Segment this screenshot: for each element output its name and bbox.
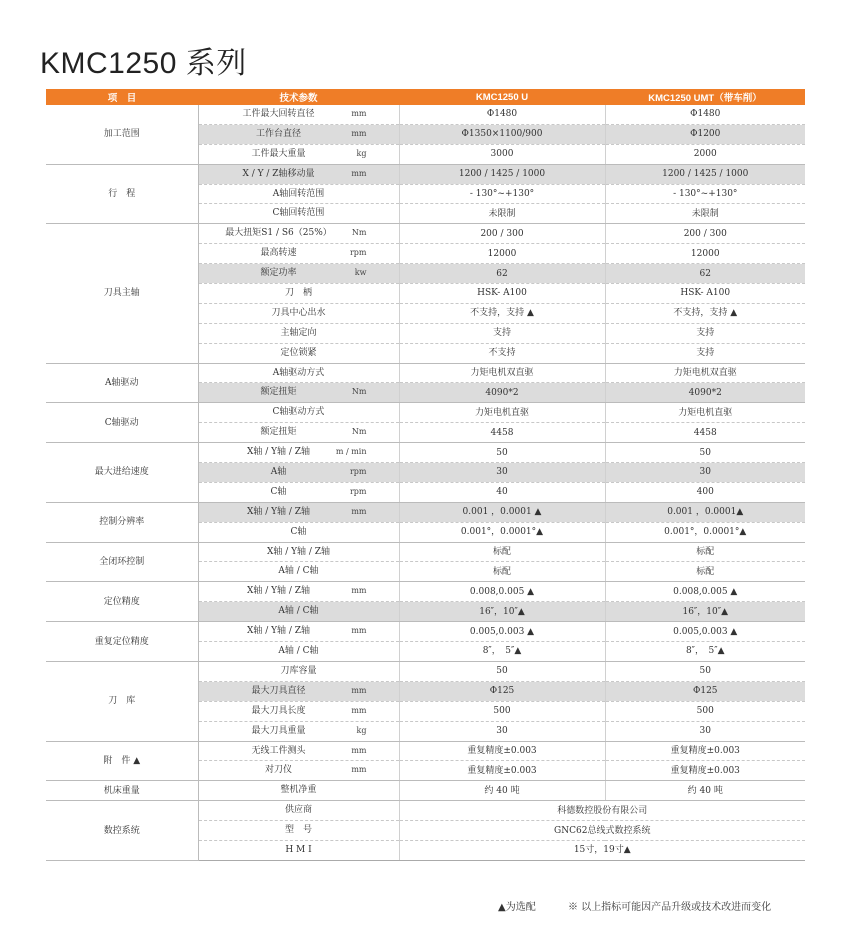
param-unit: rpm bbox=[349, 486, 367, 496]
value-cell-u: 200 / 300 bbox=[399, 224, 605, 244]
param-cell bbox=[198, 622, 399, 642]
param-unit: rpm bbox=[349, 467, 367, 477]
param-name: X轴 / Y轴 / Z轴 bbox=[246, 506, 311, 517]
category-cell: A轴驱动 bbox=[46, 363, 198, 403]
param-name: C轴 bbox=[270, 486, 287, 497]
value-cell-u: Φ1480 bbox=[399, 105, 605, 124]
value-cell-umt: 500 bbox=[605, 701, 805, 721]
table-row bbox=[46, 781, 805, 801]
param-name: 供应商 bbox=[284, 805, 312, 816]
category-cell: 机床重量 bbox=[46, 781, 198, 801]
value-cell-umt: 力矩电机直驱 bbox=[605, 403, 805, 423]
value-cell-u: 1200 / 1425 / 1000 bbox=[399, 164, 605, 184]
param-name: X / Y / Z轴移动量 bbox=[242, 168, 315, 179]
param-name: 最大刀具重量 bbox=[251, 725, 306, 736]
value-cell-u: 0.005,0.003 ▲ bbox=[399, 622, 605, 642]
category-cell: 最大进给速度 bbox=[46, 443, 198, 503]
header-model-u: KMC1250 U bbox=[399, 89, 605, 105]
value-cell-u: 4090*2 bbox=[399, 383, 605, 403]
param-name: 刀具中心出水 bbox=[271, 307, 326, 318]
value-cell-umt: 重复精度±0.003 bbox=[605, 761, 805, 781]
param-cell bbox=[198, 363, 399, 383]
param-unit: kw bbox=[354, 268, 367, 278]
value-cell-u: 重复精度±0.003 bbox=[399, 741, 605, 761]
value-cell-u: 3000 bbox=[399, 144, 605, 164]
param-cell bbox=[198, 642, 399, 662]
value-cell-u: Φ125 bbox=[399, 681, 605, 701]
value-cell-umt: 12000 bbox=[605, 244, 805, 264]
table-row bbox=[46, 801, 805, 821]
param-cell bbox=[198, 721, 399, 741]
category-cell: C轴驱动 bbox=[46, 403, 198, 443]
param-name: H M I bbox=[285, 844, 312, 855]
value-cell-u: 62 bbox=[399, 264, 605, 284]
header-param: 技术参数 bbox=[198, 89, 399, 105]
value-cell-u: 50 bbox=[399, 661, 605, 681]
param-unit: mm bbox=[351, 109, 367, 118]
table-row bbox=[46, 403, 805, 423]
value-cell-u: Φ1350×1100/900 bbox=[399, 124, 605, 144]
category-cell: 数控系统 bbox=[46, 801, 198, 861]
value-cell-umt: 200 / 300 bbox=[605, 224, 805, 244]
param-name: A轴 / C轴 bbox=[278, 566, 319, 577]
param-cell bbox=[198, 542, 399, 562]
param-cell bbox=[198, 343, 399, 363]
value-cell-umt: 不支持，支持 ▲ bbox=[605, 303, 805, 323]
value-cell-umt: Φ125 bbox=[605, 681, 805, 701]
value-cell-u: 16″，10″▲ bbox=[399, 602, 605, 622]
param-name: C轴驱动方式 bbox=[272, 407, 325, 418]
value-cell-umt: 30 bbox=[605, 721, 805, 741]
value-cell-umt: 50 bbox=[605, 443, 805, 463]
param-cell bbox=[198, 482, 399, 502]
value-cell-umt: 标配 bbox=[605, 542, 805, 562]
param-cell bbox=[198, 741, 399, 761]
param-name: 工作台直径 bbox=[255, 128, 301, 139]
value-cell-umt: 支持 bbox=[605, 343, 805, 363]
param-name: X轴 / Y轴 / Z轴 bbox=[266, 546, 331, 557]
value-cell-u: 50 bbox=[399, 443, 605, 463]
category-cell: 控制分辨率 bbox=[46, 502, 198, 542]
param-name: 最高转速 bbox=[260, 248, 297, 259]
value-cell-umt: 4090*2 bbox=[605, 383, 805, 403]
param-cell bbox=[198, 105, 399, 124]
param-unit: m / min bbox=[335, 447, 367, 457]
table-row bbox=[46, 741, 805, 761]
param-name: 工件最大重量 bbox=[251, 148, 306, 159]
value-cell-umt: 62 bbox=[605, 264, 805, 284]
param-cell bbox=[198, 463, 399, 483]
param-unit: mm bbox=[351, 685, 367, 695]
param-name: 无线工件测头 bbox=[251, 745, 306, 756]
value-cell-umt: 8″， 5″▲ bbox=[605, 642, 805, 662]
table-row bbox=[46, 363, 805, 383]
param-cell bbox=[198, 323, 399, 343]
category-cell: 刀 库 bbox=[46, 661, 198, 741]
value-cell-u: 不支持 bbox=[399, 343, 605, 363]
category-cell: 行 程 bbox=[46, 164, 198, 224]
param-unit: Nm bbox=[351, 387, 367, 397]
param-unit: mm bbox=[351, 586, 367, 596]
param-unit: rpm bbox=[349, 248, 367, 258]
table-header-row bbox=[46, 89, 805, 105]
param-name: 定位锁紧 bbox=[280, 347, 317, 358]
value-cell-u: 标配 bbox=[399, 562, 605, 582]
table-row bbox=[46, 105, 805, 124]
param-name: 工件最大回转直径 bbox=[242, 109, 315, 119]
value-cell-u: - 130°~+130° bbox=[399, 184, 605, 204]
param-name: X轴 / Y轴 / Z轴 bbox=[246, 626, 311, 637]
category-cell: 定位精度 bbox=[46, 582, 198, 622]
param-cell bbox=[198, 264, 399, 284]
value-cell-umt: 0.005,0.003 ▲ bbox=[605, 622, 805, 642]
category-cell: 刀具主轴 bbox=[46, 224, 198, 363]
value-cell-umt: 未限制 bbox=[605, 204, 805, 224]
value-cell-u: 标配 bbox=[399, 542, 605, 562]
value-cell-u: HSK- A100 bbox=[399, 284, 605, 304]
param-name: 额定扭矩 bbox=[260, 387, 297, 398]
param-cell bbox=[198, 801, 399, 821]
param-name: A轴 / C轴 bbox=[278, 606, 319, 617]
value-cell-umt: 2000 bbox=[605, 144, 805, 164]
param-cell bbox=[198, 661, 399, 681]
value-cell-u: 0.001°，0.0001°▲ bbox=[399, 522, 605, 542]
param-cell bbox=[198, 303, 399, 323]
param-cell bbox=[198, 840, 399, 860]
value-cell-umt: 50 bbox=[605, 661, 805, 681]
value-cell-u: 不支持，支持 ▲ bbox=[399, 303, 605, 323]
param-cell bbox=[198, 184, 399, 204]
param-cell bbox=[198, 821, 399, 841]
spec-table bbox=[46, 89, 805, 861]
value-cell-u: 0.001 ，0.0001 ▲ bbox=[399, 502, 605, 522]
param-name: C轴 bbox=[290, 526, 307, 537]
value-cell-umt: 30 bbox=[605, 463, 805, 483]
header-model-umt: KMC1250 UMT（带车削） bbox=[605, 89, 805, 105]
param-unit: mm bbox=[351, 745, 367, 755]
category-cell: 重复定位精度 bbox=[46, 622, 198, 662]
param-cell bbox=[198, 582, 399, 602]
param-cell bbox=[198, 423, 399, 443]
param-name: 型 号 bbox=[284, 825, 312, 836]
category-cell: 全闭环控制 bbox=[46, 542, 198, 582]
param-cell bbox=[198, 403, 399, 423]
param-unit: mm bbox=[351, 506, 367, 516]
param-cell bbox=[198, 383, 399, 403]
table-row bbox=[46, 224, 805, 244]
param-name: A轴驱动方式 bbox=[272, 367, 325, 378]
value-cell-u: 力矩电机直驱 bbox=[399, 403, 605, 423]
value-cell-umt: 约 40 吨 bbox=[605, 781, 805, 801]
param-cell bbox=[198, 502, 399, 522]
param-name: 刀库容量 bbox=[280, 665, 317, 676]
param-name: 最大刀具直径 bbox=[251, 685, 306, 696]
param-cell bbox=[198, 781, 399, 801]
param-name: A轴 / C轴 bbox=[278, 646, 319, 657]
param-name: 额定功率 bbox=[260, 268, 297, 279]
table-row bbox=[46, 502, 805, 522]
value-cell-umt: 标配 bbox=[605, 562, 805, 582]
param-unit: Nm bbox=[351, 427, 367, 437]
param-cell bbox=[198, 681, 399, 701]
value-cell-u: 500 bbox=[399, 701, 605, 721]
value-cell-merged: 科德数控股份有限公司 bbox=[399, 801, 805, 821]
value-cell-umt: 400 bbox=[605, 482, 805, 502]
value-cell-umt: 0.001 ，0.0001▲ bbox=[605, 502, 805, 522]
param-unit: Nm bbox=[351, 228, 367, 238]
page-title: KMC1250 系列 bbox=[40, 47, 247, 80]
footer-optional-note: ▲为选配 bbox=[498, 902, 536, 913]
param-cell bbox=[198, 701, 399, 721]
param-cell bbox=[198, 562, 399, 582]
param-unit: mm bbox=[351, 765, 367, 775]
value-cell-u: 支持 bbox=[399, 323, 605, 343]
value-cell-u: 12000 bbox=[399, 244, 605, 264]
footer-change-note: ※ 以上指标可能因产品升级或技术改进而变化 bbox=[568, 902, 772, 913]
value-cell-umt: 力矩电机双直驱 bbox=[605, 363, 805, 383]
value-cell-umt: 重复精度±0.003 bbox=[605, 741, 805, 761]
param-cell bbox=[198, 602, 399, 622]
param-cell bbox=[198, 204, 399, 224]
param-unit: kg bbox=[356, 148, 367, 158]
table-row bbox=[46, 622, 805, 642]
value-cell-merged: GNC62总线式数控系统 bbox=[399, 821, 805, 841]
param-unit: mm bbox=[351, 128, 367, 138]
value-cell-umt: 支持 bbox=[605, 323, 805, 343]
param-name: 刀 柄 bbox=[284, 288, 312, 299]
category-cell: 附 件 ▲ bbox=[46, 741, 198, 781]
param-cell bbox=[198, 284, 399, 304]
param-unit: mm bbox=[351, 705, 367, 715]
param-unit: kg bbox=[356, 725, 367, 735]
category-cell: 加工范围 bbox=[46, 105, 198, 164]
table-row bbox=[46, 542, 805, 562]
value-cell-u: 8″， 5″▲ bbox=[399, 642, 605, 662]
header-item: 项 目 bbox=[46, 89, 198, 105]
param-name: A轴回转范围 bbox=[272, 188, 325, 199]
value-cell-u: 40 bbox=[399, 482, 605, 502]
param-name: 对刀仪 bbox=[264, 765, 292, 776]
param-name: 最大扭矩S1 / S6（25%） bbox=[225, 228, 332, 239]
value-cell-umt: 4458 bbox=[605, 423, 805, 443]
value-cell-umt: Φ1200 bbox=[605, 124, 805, 144]
table-row bbox=[46, 582, 805, 602]
param-cell bbox=[198, 224, 399, 244]
param-cell bbox=[198, 522, 399, 542]
value-cell-umt: 16″，10″▲ bbox=[605, 602, 805, 622]
param-name: 最大刀具长度 bbox=[251, 705, 306, 716]
value-cell-u: 力矩电机双直驱 bbox=[399, 363, 605, 383]
value-cell-umt: 0.001°，0.0001°▲ bbox=[605, 522, 805, 542]
value-cell-umt: 0.008,0.005 ▲ bbox=[605, 582, 805, 602]
param-cell bbox=[198, 144, 399, 164]
value-cell-umt: 1200 / 1425 / 1000 bbox=[605, 164, 805, 184]
param-name: 主轴定向 bbox=[280, 327, 317, 338]
value-cell-u: 未限制 bbox=[399, 204, 605, 224]
param-unit: mm bbox=[351, 168, 367, 178]
value-cell-u: 0.008,0.005 ▲ bbox=[399, 582, 605, 602]
value-cell-u: 30 bbox=[399, 721, 605, 741]
param-cell bbox=[198, 443, 399, 463]
table-row bbox=[46, 443, 805, 463]
value-cell-merged: 15寸，19寸▲ bbox=[399, 840, 805, 860]
value-cell-umt: Φ1480 bbox=[605, 105, 805, 124]
param-cell bbox=[198, 164, 399, 184]
param-cell bbox=[198, 124, 399, 144]
value-cell-u: 约 40 吨 bbox=[399, 781, 605, 801]
param-name: X轴 / Y轴 / Z轴 bbox=[246, 586, 311, 597]
table-row bbox=[46, 164, 805, 184]
param-name: X轴 / Y轴 / Z轴 bbox=[246, 447, 311, 458]
param-name: 整机净重 bbox=[280, 785, 317, 796]
value-cell-umt: - 130°~+130° bbox=[605, 184, 805, 204]
param-name: A轴 bbox=[270, 467, 287, 478]
param-unit: mm bbox=[351, 626, 367, 636]
param-cell bbox=[198, 761, 399, 781]
value-cell-u: 重复精度±0.003 bbox=[399, 761, 605, 781]
value-cell-umt: HSK- A100 bbox=[605, 284, 805, 304]
value-cell-u: 4458 bbox=[399, 423, 605, 443]
value-cell-u: 30 bbox=[399, 463, 605, 483]
table-row bbox=[46, 661, 805, 681]
param-name: 额定扭矩 bbox=[260, 427, 297, 438]
param-cell bbox=[198, 244, 399, 264]
param-name: C轴回转范围 bbox=[272, 208, 325, 219]
